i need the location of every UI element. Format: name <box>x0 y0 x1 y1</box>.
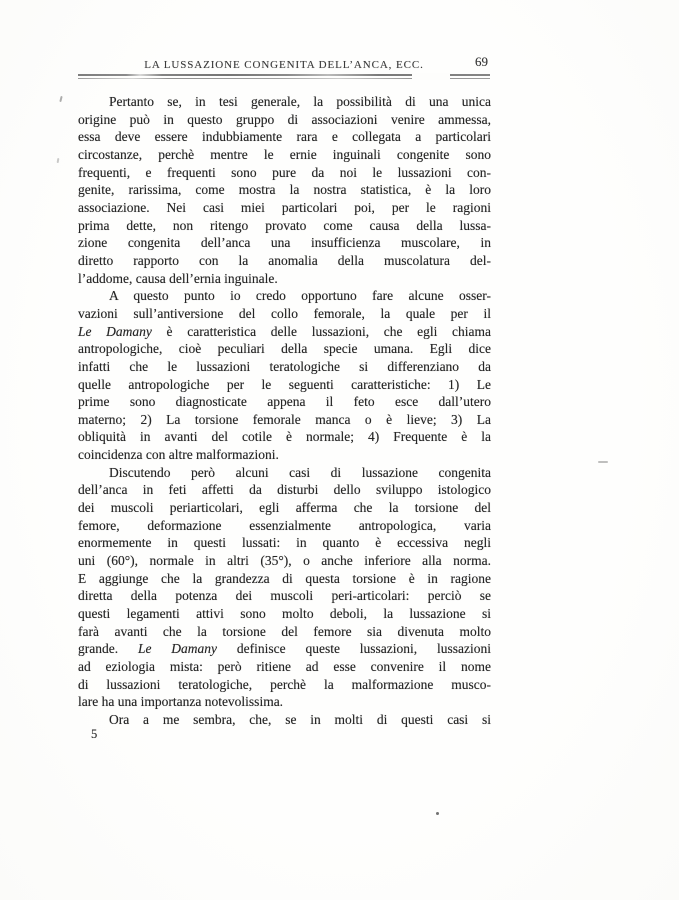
header-rule-fade-gap <box>412 73 450 80</box>
text-line: farà avanti che la torsione del femore sia divenuta molto <box>78 623 491 639</box>
scan-artifact-dot <box>436 812 439 815</box>
text-line: l’addome, causa dell’ernia inguinale. <box>78 270 278 286</box>
text-line: antropologiche, cioè peculiari della specie umana. Egli dice <box>78 341 491 357</box>
scan-artifact-tick <box>59 96 62 102</box>
text-line: dell’anca in feti affetti da disturbi dello sviluppo istologico <box>78 482 491 498</box>
text-line: frequenti, e frequenti sono pure da noi le lussazioni con- <box>78 164 491 180</box>
plain-text: grande. <box>78 641 138 657</box>
text-line: quelle antropologiche per le seguenti caratteristiche: 1) Le <box>78 376 491 392</box>
scan-artifact-dash <box>598 461 608 463</box>
text-line: questi legamenti attivi sono molto deboli, la lussazione si <box>78 606 491 622</box>
text-line: femore, deformazione essenzialmente antropologica, varia <box>78 517 491 533</box>
text-line: E aggiunge che la grandezza di questa torsione è in ragione <box>78 570 491 586</box>
text-line: A questo punto io credo opportuno fare alcune osser- <box>109 288 491 304</box>
page-body-text <box>78 93 491 729</box>
text-line: prima dette, non ritengo provato come causa della lussa- <box>78 217 491 233</box>
text-line: diretto rapporto con la anomalia della muscolatura del- <box>78 252 491 268</box>
text-line: Discutendo però alcuni casi di lussazione congenita <box>109 464 491 480</box>
text-line: uni (60°), normale in altri (35°), o anche inferiore alla norma. <box>78 553 491 569</box>
running-title: LA LUSSAZIONE CONGENITA DELL’ANCA, ECC. <box>144 59 424 71</box>
header-rule <box>78 73 490 80</box>
running-header <box>78 55 490 69</box>
italic-text: Le Damany <box>137 641 218 657</box>
text-line: ad eziologia mista: però ritiene ad esse convenire il nome <box>78 659 491 674</box>
text-line: circostanze, perchè mentre le ernie inguinali congenite sono <box>78 146 491 162</box>
text-line: origine può in questo gruppo di associazioni venire ammessa, <box>78 111 491 127</box>
text-line: Ora a me sembra, che, se in molti di questi casi si <box>109 711 491 727</box>
text-line: lare ha una importanza notevolissima. <box>78 694 284 710</box>
text-line: genite, rarissima, come mostra la nostra statistica, è la loro <box>78 182 491 198</box>
text-line: dei muscoli periarticolari, egli afferma che la torsione del <box>78 500 491 516</box>
text-line: infatti che le lussazioni teratologiche si differenziano da <box>78 358 491 374</box>
text-line: materno; 2) La torsione femorale manca o è lieve; 3) La <box>78 411 491 427</box>
text-line: Pertanto se, in tesi generale, la possibilità di una unica <box>109 94 491 109</box>
text-line: diretta della potenza dei muscoli peri-articolari: perciò se <box>78 588 491 604</box>
page-number: 69 <box>475 54 488 69</box>
text-line: prime sono diagnosticate appena il feto esce dall’utero <box>78 394 491 410</box>
text-line: essa deve essere indubbiamente rara e collegata a particolari <box>78 129 491 145</box>
signature-mark: 5 <box>91 727 98 741</box>
text-line: enormemente in questi lussati: in quanto è eccessiva negli <box>78 535 491 551</box>
text-line <box>78 640 491 658</box>
plain-text: è caratteristica delle lussazioni, che egli chiama <box>151 323 491 339</box>
italic-text: Le Damany <box>78 323 152 339</box>
text-line: zione congenita dell’anca una insufficienza muscolare, in <box>78 235 491 251</box>
plain-text: definisce queste lussazioni, lussazioni <box>217 641 491 657</box>
text-line: obliquità in avanti del cotile è normale; 4) Frequente è la <box>78 429 491 445</box>
scan-artifact-tick <box>57 158 59 163</box>
text-line: di lussazioni teratologiche, perchè la malformazione musco- <box>78 676 491 692</box>
text-line: coincidenza con altre malformazioni. <box>78 447 279 463</box>
text-line: vazioni sull’antiversione del collo femorale, la quale per il <box>78 305 491 321</box>
text-line <box>78 323 491 341</box>
text-line: associazione. Nei casi miei particolari poi, per le ragioni <box>78 199 491 215</box>
